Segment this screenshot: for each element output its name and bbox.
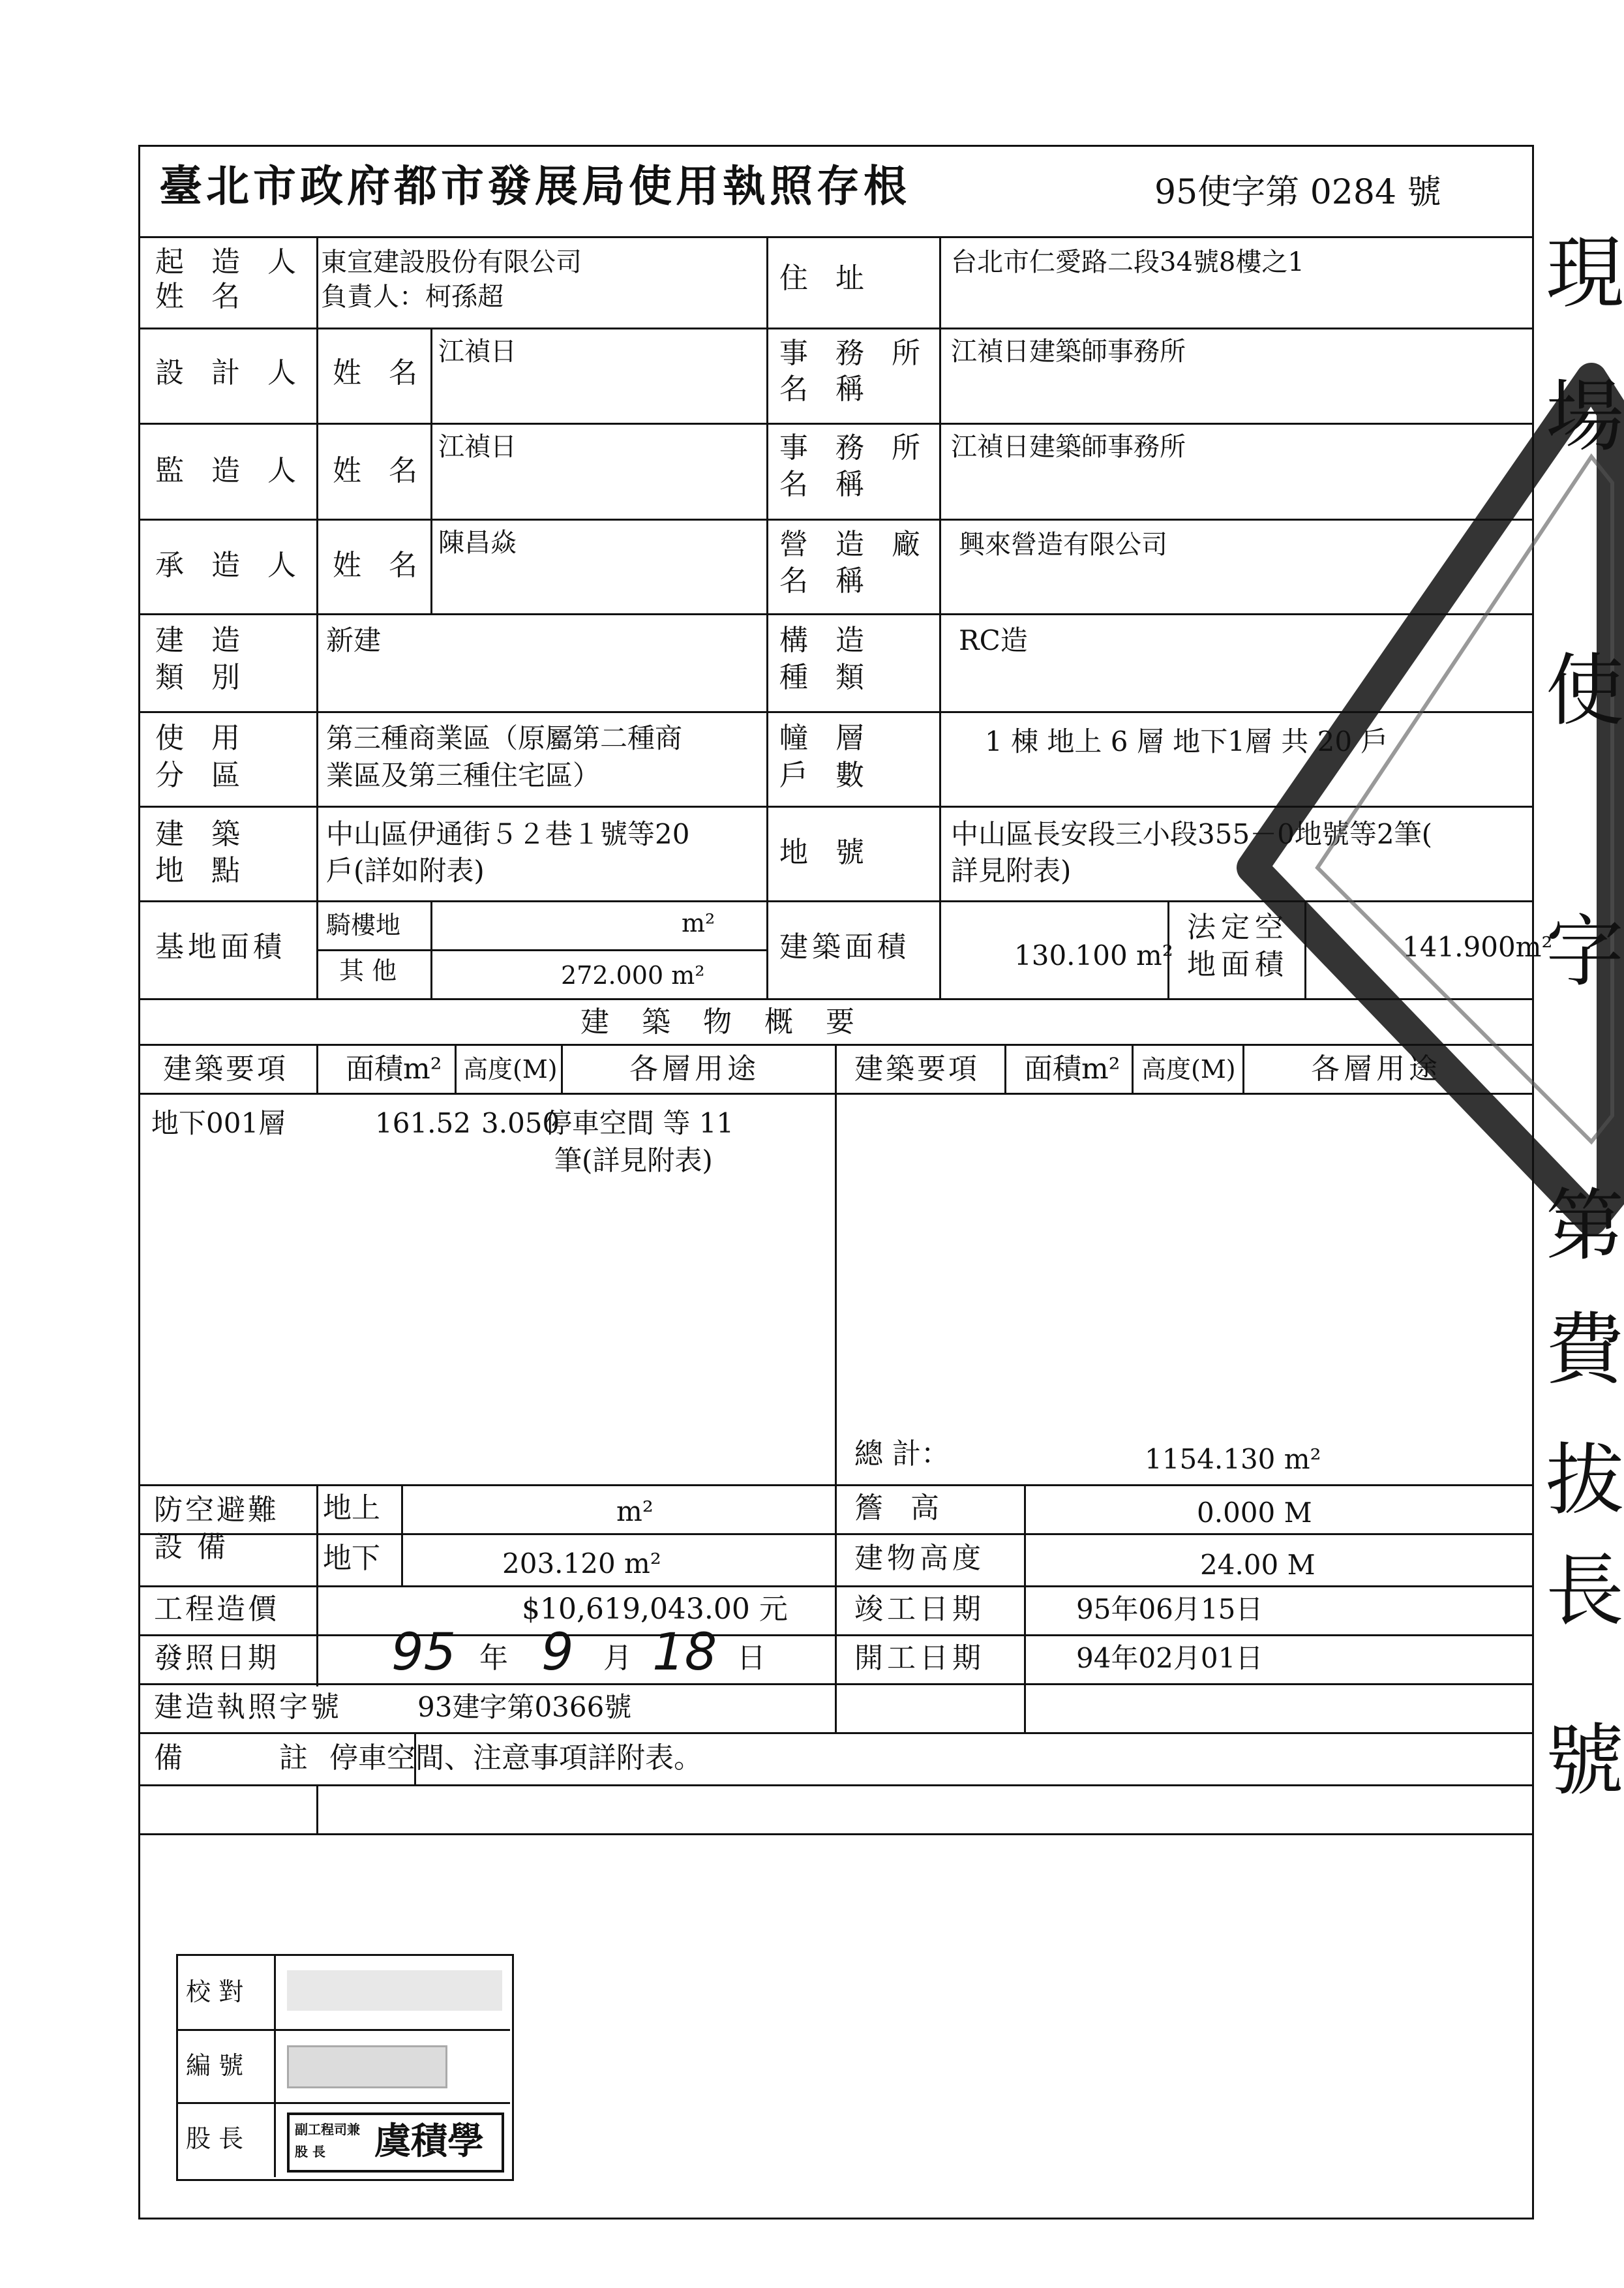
summary-heading: 建 築 物 概 要 xyxy=(580,1005,866,1039)
construction-type-label-1: 建 造 xyxy=(155,624,249,657)
number-stamp-faded xyxy=(287,2045,447,2088)
col-use-right: 各層用途 xyxy=(1311,1052,1441,1086)
row-area: 161.52 xyxy=(375,1107,471,1139)
building-area-value: 130.100 m² xyxy=(1014,939,1173,971)
shelter-above-value: m² xyxy=(616,1495,654,1527)
lot-line-2: 詳見附表) xyxy=(951,855,1072,887)
col-use-left: 各層用途 xyxy=(629,1052,760,1086)
supervisor-label: 監 造 人 xyxy=(155,454,305,487)
applicant-address: 台北市仁愛路二段34號8樓之1 xyxy=(951,247,1304,277)
cost-value: $10,619,043.00 元 xyxy=(522,1593,788,1626)
shelter-above-label: 地上 xyxy=(323,1491,380,1525)
row-height: 3.050 xyxy=(481,1107,560,1139)
open-space-label-1: 法定空 xyxy=(1187,911,1289,944)
issue-day-handwritten: 18 xyxy=(652,1623,717,1682)
applicant-label-1: 起 造 人 xyxy=(155,245,305,279)
shelter-below-value: 203.120 m² xyxy=(502,1548,661,1579)
address-label: 住 址 xyxy=(779,262,873,295)
eave-value: 0.000 M xyxy=(1197,1497,1312,1529)
edge-char-6: 費 xyxy=(1546,1305,1624,1396)
row-use-2: 筆(詳見附表) xyxy=(554,1144,713,1176)
supervisor-office-label-1: 事 務 所 xyxy=(779,431,929,465)
supervisor-name-label: 姓 名 xyxy=(333,454,427,487)
supervisor-name: 江禎日 xyxy=(438,432,517,462)
start-date-label: 開工日期 xyxy=(854,1641,985,1675)
total-label: 總 計： xyxy=(854,1437,950,1471)
col-height-left: 高度(M) xyxy=(463,1055,558,1084)
edge-char-3: 使 xyxy=(1546,646,1624,737)
issue-year-handwritten: 95 xyxy=(391,1623,457,1682)
permit-number: 95使字第 0284 號 xyxy=(1154,173,1441,212)
designer-name: 江禎日 xyxy=(438,337,517,367)
supervisor-office: 江禎日建築師事務所 xyxy=(951,432,1186,462)
applicant-name: 東宣建設股份有限公司 xyxy=(321,247,582,277)
remarks-text: 停車空間、注意事項詳附表。 xyxy=(329,1741,702,1775)
designer-name-label: 姓 名 xyxy=(333,356,427,389)
supervisor-office-label-2: 名 稱 xyxy=(779,468,873,501)
structure-label-2: 種 類 xyxy=(779,661,873,694)
remarks-label-1: 備 xyxy=(154,1741,183,1775)
total-value: 1154.130 m² xyxy=(1145,1443,1321,1475)
chief-stamp-title-1: 副工程司兼 xyxy=(295,2122,360,2137)
structure-type: RC造 xyxy=(959,624,1028,656)
arcade-label: 騎樓地 xyxy=(326,911,401,939)
floors-label-1: 幢 層 xyxy=(779,722,873,755)
shelter-label-2: 設 備 xyxy=(154,1531,228,1564)
number-label: 編 號 xyxy=(186,2051,244,2080)
row-floor: 地下001層 xyxy=(151,1107,286,1139)
start-date: 94年02月01日 xyxy=(1076,1642,1263,1674)
floors-count: 1 棟 地上 6 層 地下1層 共 20 戶 xyxy=(985,725,1389,757)
edge-char-5: 第 xyxy=(1546,1181,1624,1272)
edge-char-4: 字 xyxy=(1546,907,1624,998)
edge-char-7: 拔 xyxy=(1546,1435,1624,1526)
contractor-name: 陳昌焱 xyxy=(438,528,517,558)
row-use-1: 停車空間 等 11 xyxy=(545,1107,734,1139)
build-permit-number: 93建字第0366號 xyxy=(417,1691,632,1723)
floors-label-2: 戶 數 xyxy=(779,759,873,792)
edge-char-1: 現 xyxy=(1546,228,1624,319)
zoning-line-1: 第三種商業區（原屬第二種商 xyxy=(326,722,683,754)
remarks-label-2: 註 xyxy=(279,1741,308,1775)
contractor-firm-label-2: 名 稱 xyxy=(779,564,873,598)
designer-office-label-1: 事 務 所 xyxy=(779,337,929,370)
col-area-left: 面積m² xyxy=(346,1052,442,1086)
building-area-label: 建築面積 xyxy=(779,930,910,964)
issue-year-unit: 年 xyxy=(479,1641,508,1675)
applicant-representative: 負責人：柯孫超 xyxy=(321,282,504,312)
designer-office: 江禎日建築師事務所 xyxy=(951,337,1186,367)
form-title: 臺北市政府都市發展局使用執照存根 xyxy=(159,160,910,211)
open-space-value: 141.900m² xyxy=(1402,931,1553,963)
chief-label: 股 長 xyxy=(186,2124,244,2153)
building-height-value: 24.00 M xyxy=(1200,1549,1316,1581)
chief-stamp-name: 虞積學 xyxy=(374,2120,484,2163)
edge-char-2: 場 xyxy=(1546,372,1624,463)
issue-month-unit: 月 xyxy=(603,1641,632,1675)
applicant-label-2: 姓 名 xyxy=(155,280,249,313)
open-space-label-2: 地面積 xyxy=(1187,948,1289,981)
chief-stamp-title-2: 股 長 xyxy=(295,2144,325,2159)
completion-label: 竣工日期 xyxy=(854,1593,985,1626)
contractor-firm-label-1: 營 造 廠 xyxy=(779,528,929,561)
edge-char-9: 號 xyxy=(1546,1716,1624,1807)
other-area-value: 272.000 m² xyxy=(561,961,705,990)
check-label: 校 對 xyxy=(186,1977,244,2006)
build-permit-label: 建造執照字號 xyxy=(154,1690,342,1724)
col-height-right: 高度(M) xyxy=(1141,1055,1236,1084)
issue-month-handwritten: 9 xyxy=(541,1623,574,1682)
lot-line-1: 中山區長安段三小段355－0地號等2筆( xyxy=(951,818,1432,850)
eave-label: 簷 高 xyxy=(854,1491,948,1525)
col-item-left: 建築要項 xyxy=(163,1052,288,1086)
contractor-name-label: 姓 名 xyxy=(333,549,427,582)
other-area-label: 其 他 xyxy=(339,956,397,985)
issue-day-unit: 日 xyxy=(737,1641,766,1675)
check-stamp-faded xyxy=(287,1970,502,2011)
completion-date: 95年06月15日 xyxy=(1076,1593,1263,1625)
site-line-2: 戶(詳如附表) xyxy=(326,855,485,887)
designer-label: 設 計 人 xyxy=(155,356,305,389)
lot-number-label: 地 號 xyxy=(779,836,873,869)
col-area-right: 面積m² xyxy=(1024,1052,1120,1086)
shelter-below-label: 地下 xyxy=(323,1542,380,1575)
zoning-line-2: 業區及第三種住宅區） xyxy=(326,759,601,791)
construction-type: 新建 xyxy=(326,624,382,656)
zoning-label-2: 分 區 xyxy=(155,759,249,792)
construction-type-label-2: 類 別 xyxy=(155,661,249,694)
site-line-1: 中山區伊通街５２巷１號等20 xyxy=(326,818,690,850)
diagonal-stamp-mark xyxy=(1226,352,1612,1318)
zoning-label-1: 使 用 xyxy=(155,722,249,755)
chief-stamp xyxy=(287,2113,504,2173)
edge-char-8: 長 xyxy=(1546,1546,1624,1637)
contractor-label: 承 造 人 xyxy=(155,549,305,582)
site-label-1: 建 築 xyxy=(155,817,249,851)
structure-label-1: 構 造 xyxy=(779,624,873,657)
cost-label: 工程造價 xyxy=(154,1593,279,1626)
site-label-2: 地 點 xyxy=(155,854,249,887)
designer-office-label-2: 名 稱 xyxy=(779,373,873,406)
building-height-label: 建物高度 xyxy=(854,1542,985,1575)
contractor-firm: 興來營造有限公司 xyxy=(959,530,1167,560)
issue-date-label: 發照日期 xyxy=(154,1641,279,1675)
site-area-label: 基地面積 xyxy=(155,930,286,964)
col-item-right: 建築要項 xyxy=(854,1052,980,1086)
shelter-label-1: 防空避難 xyxy=(154,1493,279,1527)
arcade-value: m² xyxy=(682,909,715,938)
